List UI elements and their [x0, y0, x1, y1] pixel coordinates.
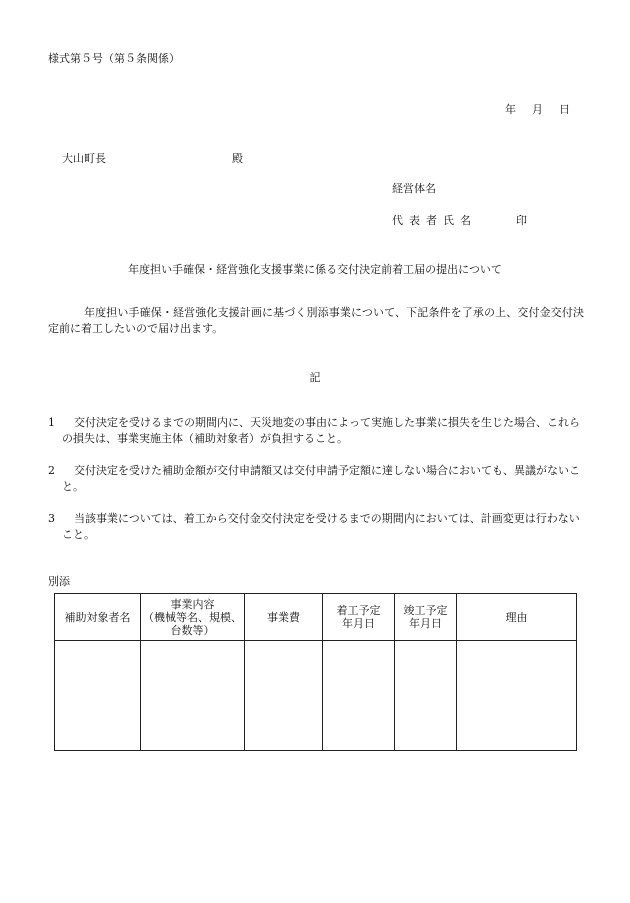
- condition-number: 3: [48, 512, 55, 525]
- condition-text: 当該事業については、着工から交付金交付決定を受けるまでの期間内においては、計画変更は行わないこと。: [62, 512, 580, 541]
- condition-text: 交付決定を受けた補助金額が交付申請額又は交付申請予定額に達しない場合においても、異議がないこと。: [62, 464, 580, 493]
- cell-completion-date[interactable]: [395, 641, 457, 751]
- header-project-content: 事業内容 （機械等名、規模、 台数等）: [141, 594, 245, 641]
- date-month-label: 月: [532, 103, 543, 116]
- condition-item: [48, 463, 584, 495]
- date-year-label: 年: [505, 103, 516, 116]
- cell-reason[interactable]: [457, 641, 577, 751]
- ki-heading: 記: [309, 371, 321, 384]
- table-header-row: [55, 594, 577, 641]
- cell-start-date[interactable]: [323, 641, 395, 751]
- date-line: [505, 101, 570, 117]
- header-project-cost: 事業費: [245, 594, 323, 641]
- sender-representative-label: 代表者氏名: [392, 214, 477, 227]
- addressee-name: 大山町長: [62, 152, 106, 165]
- condition-item: [48, 511, 584, 543]
- condition-number: 2: [48, 464, 55, 477]
- attachment-label: 別添: [48, 575, 70, 588]
- cell-recipient-name[interactable]: [55, 641, 141, 751]
- header-start-date: 着工予定 年月日: [323, 594, 395, 641]
- condition-number: 1: [48, 416, 55, 429]
- attachment-table: [54, 593, 577, 751]
- condition-item: [48, 415, 584, 447]
- condition-text: 交付決定を受けるまでの期間内に、天災地変の事由によって実施した事業に損失を生じた場合、これらの損失は、事業実施主体（補助対象者）が負担すること。: [62, 416, 580, 445]
- addressee-honorific: 殿: [232, 152, 243, 165]
- sender-business-label: 経営体名: [392, 182, 436, 195]
- form-number: 様式第５号（第５条関係）: [48, 52, 180, 65]
- date-day-label: 日: [559, 103, 570, 116]
- document-title: 年度担い手確保・経営強化支援事業に係る交付決定前着工届の提出について: [128, 263, 502, 276]
- header-reason: 理由: [457, 594, 577, 641]
- header-recipient-name: 補助対象者名: [55, 594, 141, 641]
- seal-mark: 印: [516, 214, 527, 227]
- body-paragraph: 年度担い手確保・経営強化支援計画に基づく別添事業について、下記条件を了承の上、交付金交付決定前に着工したいので届け出ます。: [48, 306, 584, 335]
- header-completion-date: 竣工予定 年月日: [395, 594, 457, 641]
- cell-project-cost[interactable]: [245, 641, 323, 751]
- cell-project-content[interactable]: [141, 641, 245, 751]
- table-row: [55, 641, 577, 751]
